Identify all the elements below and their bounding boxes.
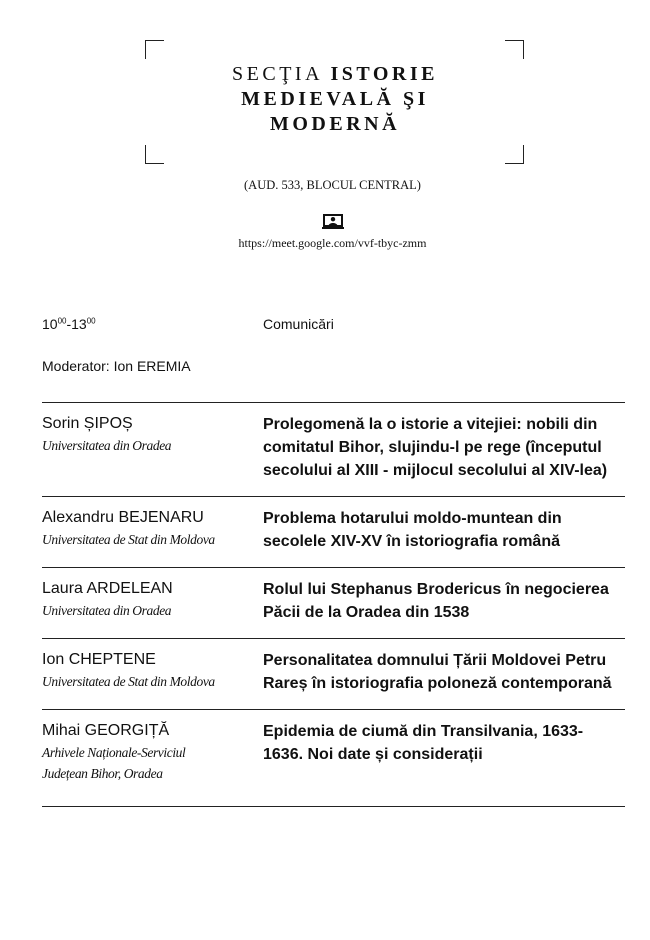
talk-row: [42, 567, 625, 638]
speaker-name: Ion CHEPTENE: [42, 651, 156, 668]
corner-bracket-top-right: [505, 40, 524, 59]
talks-table: [42, 402, 625, 807]
session-type: Comunicări: [263, 316, 334, 332]
section-title-line-2: MEDIEVALĂ ŞI: [241, 88, 429, 110]
talk-row: [42, 402, 625, 496]
speaker-affiliation: Universitatea de Stat din Moldova: [42, 532, 215, 547]
corner-bracket-top-left: [145, 40, 164, 59]
talk-row: [42, 638, 625, 709]
corner-bracket-bottom-right: [505, 145, 524, 164]
speaker-affiliation: Universitatea din Oradea: [42, 603, 172, 618]
talk-title: Epidemia de ciumă din Transilvania, 1633-1636. Noi date și considerații: [263, 723, 584, 763]
talk-title: Prolegomenă la o istorie a vitejiei: nobili din comitatul Bihor, slujindu-l pe rege (începutul secolului al XIII - mijlocul secolului al XIV-lea): [263, 416, 608, 479]
session-time-end: -13: [66, 316, 87, 332]
talk-title: Personalitatea domnului Țării Moldovei Petru Rareș în istoriografia poloneză contemporană: [263, 652, 612, 692]
speaker-cell: [42, 507, 263, 553]
speaker-name: Sorin ȘIPOȘ: [42, 415, 133, 432]
video-call-icon: [322, 214, 344, 230]
speaker-affiliation: Arhivele Naționale-Serviciul Județean Bihor, Oradea: [42, 745, 186, 781]
speaker-affiliation: Universitatea din Oradea: [42, 438, 172, 453]
speaker-name: Mihai GEORGIȚĂ: [42, 722, 170, 739]
speaker-cell: [42, 649, 263, 695]
speaker-cell: [42, 578, 263, 624]
session-time-start: 10: [42, 316, 58, 332]
corner-bracket-bottom-left: [145, 145, 164, 164]
section-title-line-1: [150, 62, 520, 87]
talk-title: Rolul lui Stephanus Brodericus în negocierea Păcii de la Oradea din 1538: [263, 581, 609, 621]
talk-row: [42, 709, 625, 807]
room-location: (AUD. 533, BLOCUL CENTRAL): [244, 178, 421, 192]
session-time-end-minutes: 00: [86, 316, 96, 326]
talk-title: Problema hotarului moldo-muntean din secolele XIV-XV în istoriografia română: [263, 510, 562, 550]
meet-link[interactable]: https://meet.google.com/vvf-tbyc-zmm: [238, 236, 427, 250]
session-moderator: Moderator: Ion EREMIA: [42, 358, 191, 374]
section-title-line-3: MODERNĂ: [269, 113, 401, 135]
talk-row: [42, 496, 625, 567]
section-title-word-light: SECŢIA: [232, 63, 322, 85]
session-time-start-minutes: 00: [57, 316, 67, 326]
speaker-name: Alexandru BEJENARU: [42, 509, 204, 526]
speaker-affiliation: Universitatea de Stat din Moldova: [42, 674, 215, 689]
section-title-word-bold: ISTORIE: [330, 63, 438, 85]
section-title: [150, 62, 520, 137]
speaker-name: Laura ARDELEAN: [42, 580, 173, 597]
speaker-cell: [42, 413, 263, 482]
session-time: [42, 316, 96, 332]
speaker-cell: [42, 720, 263, 784]
